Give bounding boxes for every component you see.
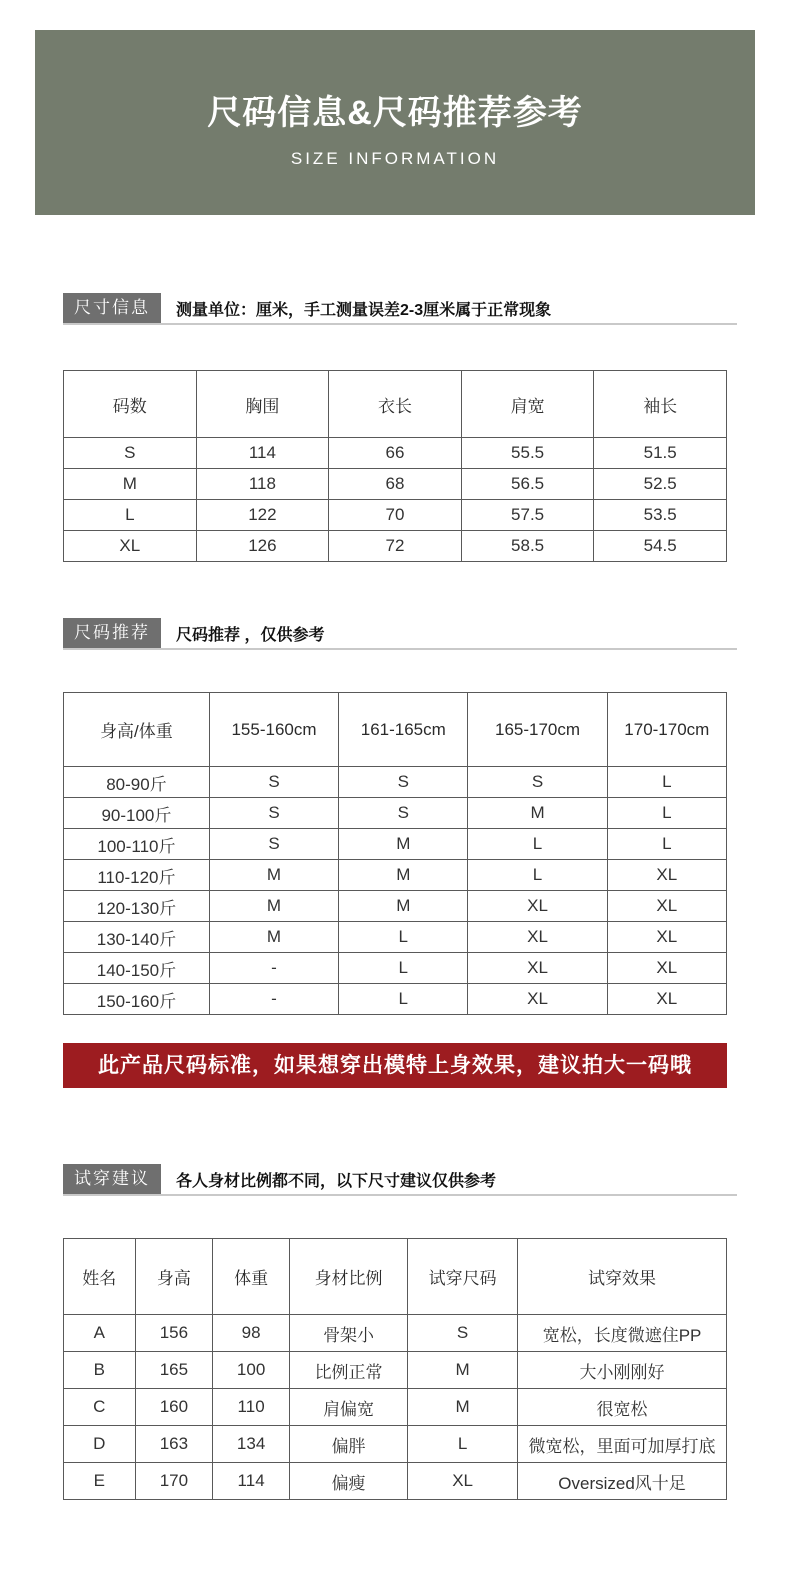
measurement-table	[63, 370, 727, 562]
table-cell: XL	[468, 953, 607, 984]
table-row	[64, 531, 727, 562]
notice-banner: 此产品尺码标准，如果想穿出模特上身效果，建议拍大一码哦	[63, 1043, 727, 1088]
table-cell: 72	[329, 531, 462, 562]
table-cell: S	[209, 798, 338, 829]
table-cell: 98	[213, 1315, 290, 1352]
table-cell: S	[209, 829, 338, 860]
section-note-size-rec: 尺码推荐 ，仅供参考	[176, 626, 325, 644]
table-cell: B	[64, 1352, 136, 1389]
table-cell: A	[64, 1315, 136, 1352]
table-cell: 55.5	[461, 438, 594, 469]
column-header: 161-165cm	[339, 693, 468, 767]
table-cell: XL	[607, 891, 726, 922]
table-cell: XL	[607, 922, 726, 953]
table-cell: 骨架小	[290, 1315, 408, 1352]
table-cell: 56.5	[461, 469, 594, 500]
table-cell: 150-160斤	[64, 984, 210, 1015]
table-row	[64, 1352, 727, 1389]
section-badge-size-rec: 尺码推荐	[63, 618, 161, 648]
column-header: 码数	[64, 371, 197, 438]
table-cell: L	[607, 829, 726, 860]
column-header: 胸围	[196, 371, 329, 438]
table-cell: S	[339, 767, 468, 798]
section-header-size-rec	[63, 618, 737, 650]
section-header-size-info	[63, 293, 737, 325]
column-header: 165-170cm	[468, 693, 607, 767]
table-cell: 126	[196, 531, 329, 562]
header-banner	[35, 30, 755, 215]
section-badge-fit-advice: 试穿建议	[63, 1164, 161, 1194]
page-title: 尺码信息&尺码推荐参考	[207, 94, 583, 132]
table-cell: 57.5	[461, 500, 594, 531]
column-header: 姓名	[64, 1239, 136, 1315]
table-cell: 163	[135, 1426, 213, 1463]
column-header: 袖长	[594, 371, 727, 438]
table-cell: S	[64, 438, 197, 469]
table-row	[64, 860, 727, 891]
table-cell: S	[468, 767, 607, 798]
section-note-size-info: 测量单位：厘米，手工测量误差2-3厘米属于正常现象	[176, 301, 552, 319]
table-cell: 70	[329, 500, 462, 531]
table-row	[64, 891, 727, 922]
table-row	[64, 1426, 727, 1463]
header-row	[64, 693, 727, 767]
header-row	[64, 371, 727, 438]
column-header: 身材比例	[290, 1239, 408, 1315]
column-header: 肩宽	[461, 371, 594, 438]
table-cell: -	[209, 984, 338, 1015]
table-row	[64, 1463, 727, 1500]
table-cell: L	[64, 500, 197, 531]
table-cell: 114	[196, 438, 329, 469]
table-cell: 114	[213, 1463, 290, 1500]
table-row	[64, 922, 727, 953]
table-cell: M	[468, 798, 607, 829]
table-cell: XL	[468, 891, 607, 922]
table-cell: L	[339, 984, 468, 1015]
table-cell: 156	[135, 1315, 213, 1352]
section-note-fit-advice: 各人身材比例都不同，以下尺寸建议仅供参考	[176, 1172, 497, 1190]
table-cell: E	[64, 1463, 136, 1500]
table-cell: -	[209, 953, 338, 984]
table-cell: 118	[196, 469, 329, 500]
table-row	[64, 469, 727, 500]
table-cell: 偏瘦	[290, 1463, 408, 1500]
section-badge-size-info: 尺寸信息	[63, 293, 161, 323]
table-cell: 微宽松，里面可加厚打底	[518, 1426, 727, 1463]
table-cell: L	[408, 1426, 518, 1463]
table-cell: M	[339, 829, 468, 860]
table-cell: M	[408, 1389, 518, 1426]
table-cell: 140-150斤	[64, 953, 210, 984]
column-header: 155-160cm	[209, 693, 338, 767]
table-cell: 很宽松	[518, 1389, 727, 1426]
table-row	[64, 767, 727, 798]
column-header: 衣长	[329, 371, 462, 438]
column-header: 身高	[135, 1239, 213, 1315]
table-cell: XL	[64, 531, 197, 562]
table-cell: M	[209, 891, 338, 922]
table-row	[64, 798, 727, 829]
table-cell: XL	[468, 922, 607, 953]
table-cell: C	[64, 1389, 136, 1426]
table-cell: M	[408, 1352, 518, 1389]
table-row	[64, 1389, 727, 1426]
table-cell: D	[64, 1426, 136, 1463]
table-cell: XL	[408, 1463, 518, 1500]
page-subtitle: SIZE INFORMATION	[290, 149, 500, 168]
table-row	[64, 984, 727, 1015]
column-header: 体重	[213, 1239, 290, 1315]
table-cell: 68	[329, 469, 462, 500]
table-cell: 120-130斤	[64, 891, 210, 922]
table-cell: 122	[196, 500, 329, 531]
table-cell: 51.5	[594, 438, 727, 469]
table-cell: 大小刚刚好	[518, 1352, 727, 1389]
table-cell: S	[408, 1315, 518, 1352]
table-cell: 110	[213, 1389, 290, 1426]
table-cell: 肩偏宽	[290, 1389, 408, 1426]
table-cell: 165	[135, 1352, 213, 1389]
table-row	[64, 1315, 727, 1352]
table-cell: 53.5	[594, 500, 727, 531]
section-header-fit-advice	[63, 1164, 737, 1196]
column-header: 身高/体重	[64, 693, 210, 767]
table-cell: 58.5	[461, 531, 594, 562]
table-cell: 170	[135, 1463, 213, 1500]
table-cell: L	[607, 767, 726, 798]
table-cell: 100-110斤	[64, 829, 210, 860]
column-header: 170-170cm	[607, 693, 726, 767]
table-cell: XL	[607, 984, 726, 1015]
table-cell: 52.5	[594, 469, 727, 500]
table-cell: S	[209, 767, 338, 798]
table-cell: M	[339, 891, 468, 922]
table-cell: Oversized风十足	[518, 1463, 727, 1500]
table-cell: 100	[213, 1352, 290, 1389]
table-cell: L	[607, 798, 726, 829]
table-cell: 160	[135, 1389, 213, 1426]
table-cell: L	[468, 860, 607, 891]
table-cell: XL	[607, 860, 726, 891]
table-cell: L	[339, 922, 468, 953]
table-cell: 110-120斤	[64, 860, 210, 891]
table-row	[64, 438, 727, 469]
table-cell: M	[209, 922, 338, 953]
table-cell: 比例正常	[290, 1352, 408, 1389]
column-header: 试穿尺码	[408, 1239, 518, 1315]
try-on-table	[63, 1238, 727, 1500]
header-row	[64, 1239, 727, 1315]
table-cell: 80-90斤	[64, 767, 210, 798]
table-cell: 66	[329, 438, 462, 469]
table-cell: L	[468, 829, 607, 860]
table-row	[64, 500, 727, 531]
table-cell: S	[339, 798, 468, 829]
table-cell: 54.5	[594, 531, 727, 562]
table-cell: 偏胖	[290, 1426, 408, 1463]
table-row	[64, 953, 727, 984]
table-row	[64, 829, 727, 860]
table-cell: 134	[213, 1426, 290, 1463]
table-cell: XL	[607, 953, 726, 984]
table-cell: 宽松，长度微遮住PP	[518, 1315, 727, 1352]
table-cell: M	[209, 860, 338, 891]
table-cell: L	[339, 953, 468, 984]
table-cell: M	[339, 860, 468, 891]
table-cell: XL	[468, 984, 607, 1015]
table-cell: 130-140斤	[64, 922, 210, 953]
recommendation-table	[63, 692, 727, 1015]
table-cell: 90-100斤	[64, 798, 210, 829]
table-cell: M	[64, 469, 197, 500]
column-header: 试穿效果	[518, 1239, 727, 1315]
